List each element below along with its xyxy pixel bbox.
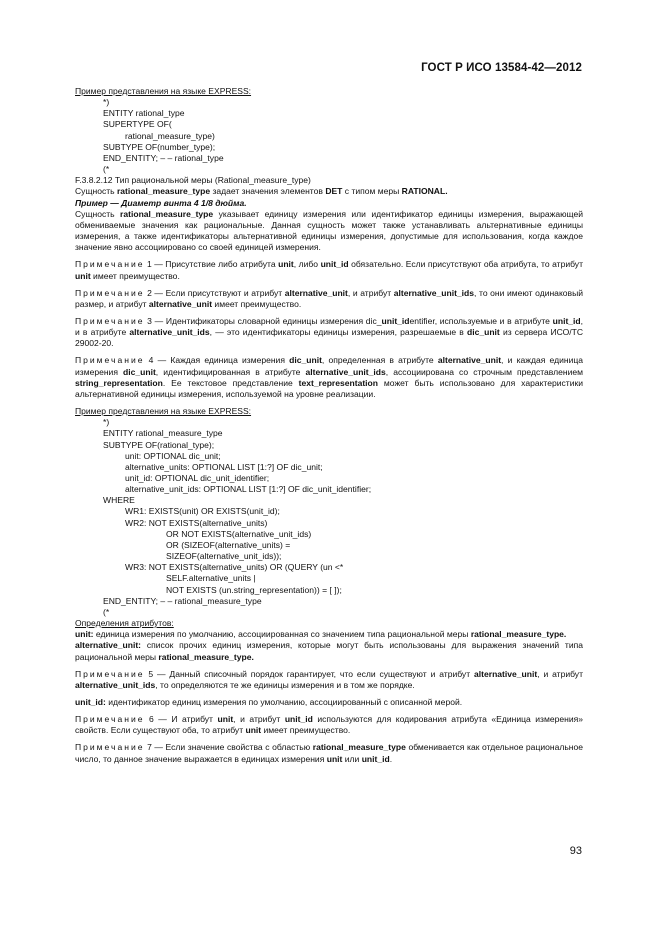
text-run: , то они имеют одинаковый размер, и атрибут [75, 287, 583, 309]
note-4 [75, 355, 583, 400]
bold-term: alternative_unit [437, 355, 502, 366]
definition-unit-id [75, 697, 583, 708]
code-line: END_ENTITY; – – rational_type [103, 152, 224, 163]
code-line: SUPERTYPE OF( [103, 119, 172, 130]
code-line: alternative_unit_ids: OPTIONAL LIST [1:?] OF dic_unit_identifier; [125, 484, 372, 495]
example-line: Пример — Диаметр винта 4 1/8 дюйма. [75, 197, 247, 208]
bold-term: unit [278, 259, 294, 270]
note-label: Примечание [75, 287, 145, 298]
text-run: . [389, 753, 393, 764]
text-run: , и атрибут [537, 668, 583, 679]
example-label: Пример представления на языке EXPRESS: [75, 86, 252, 96]
definitions-label: Определения атрибутов: [75, 618, 174, 629]
text-run: 5 — Данный списочный порядок гарантирует, что если существуют и атрибут [144, 668, 475, 679]
definition-alternative-unit [75, 640, 583, 662]
bold-term: rational_measure_type [120, 208, 214, 219]
code-line: (* [103, 606, 110, 617]
page-number: 93 [569, 845, 582, 857]
note-label: Примечание [75, 668, 145, 679]
bold-term: alternative_unit_ids [129, 327, 210, 338]
text-run: список прочих единиц измерения, которые могут быть использованы для выражения значений типа рациональной меры [75, 640, 583, 662]
code-line: END_ENTITY; – – rational_measure_type [103, 595, 262, 606]
bold-term: string_representation [75, 377, 163, 388]
bold-term: rational_measure_type. [470, 629, 567, 640]
paragraph [75, 209, 583, 254]
code-line: WHERE [103, 495, 135, 506]
bold-term: alternative_unit_ids [305, 366, 386, 377]
text-run: 3 — Идентификаторы словарной единицы измерения dic_ [144, 315, 382, 326]
bold-term: RATIONAL. [401, 186, 448, 197]
text-run: , и атрибут [347, 287, 394, 298]
code-line: OR (SIZEOF(alternative_units) = [166, 539, 291, 550]
bold-term: alternative_unit [284, 287, 348, 298]
example-label-2: Пример представления на языке EXPRESS: [75, 406, 252, 417]
bold-term: alternative_unit_ids [75, 679, 156, 690]
text-run: , и в атрибуте [75, 315, 584, 338]
code-line: unit: OPTIONAL dic_unit; [125, 450, 221, 461]
text-run: , то определяются те же единицы измерения и в том же порядке. [155, 679, 415, 690]
note-label: Примечание [75, 355, 145, 366]
text-run: , ассоциирована со строчным представлением [385, 366, 583, 377]
bold-term: unit_id [381, 315, 410, 326]
bold-term: DET [325, 186, 343, 197]
text-run: entifier, используемые и в атрибуте [409, 315, 553, 326]
express-code-block [75, 97, 583, 175]
page-content [75, 86, 583, 765]
bold-term: alternative_unit: [75, 640, 142, 651]
express-code-block-2 [75, 417, 583, 618]
note-label: Примечание [75, 714, 145, 725]
bold-term: unit: [75, 629, 94, 640]
code-line: WR2: NOT EXISTS(alternative_units) [125, 517, 268, 528]
bold-term: dic_unit [123, 366, 156, 377]
text-run: задает значения элементов [210, 186, 326, 197]
text-run: имеет преимущество. [261, 725, 351, 736]
text-run: из сервера ИСО/ТС 29002-20. [75, 327, 583, 349]
bold-term: alternative_unit_ids [393, 287, 475, 298]
note-5 [75, 669, 583, 691]
bold-term: alternative_unit [474, 668, 538, 679]
text-run: . Ее текстовое представление [162, 377, 299, 388]
code-line: (* [103, 164, 110, 175]
document-header: ГОСТ Р ИСО 13584-42—2012 [421, 62, 582, 74]
bold-term: text_representation [298, 377, 378, 388]
bold-term: dic_unit [289, 355, 322, 366]
code-line: SUBTYPE OF(number_type); [103, 141, 216, 152]
note-3 [75, 316, 583, 349]
text-run: используются для кодирования атрибута «Единица измерения» свойств. Если существуют оба, то атрибут [75, 714, 583, 736]
bold-term: unit [245, 725, 262, 736]
code-line: OR NOT EXISTS(alternative_unit_ids) [166, 528, 312, 539]
section-title: F.3.8.2.12 Тип рациональной меры (Rational_measure_type) [75, 175, 311, 186]
code-line: SUBTYPE OF(rational_type); [103, 439, 215, 450]
bold-term: unit_id [284, 714, 313, 725]
text-run: может быть использовано для характеристики альтернативной единицы измерения, используемой на уровне реализации. [75, 377, 583, 399]
text-run: 4 — Каждая единица измерения [144, 355, 290, 366]
code-line: ENTITY rational_measure_type [103, 428, 223, 439]
code-line: rational_measure_type) [125, 130, 215, 141]
text-run: с типом меры [342, 186, 402, 197]
text-run: 2 — Если присутствуют и атрибут [144, 287, 285, 298]
note-label: Примечание [75, 315, 145, 326]
note-6 [75, 714, 583, 736]
text-run: имеет преимущество. [212, 298, 302, 309]
code-line: SELF.alternative_units | [166, 573, 256, 584]
bold-term: dic_unit [467, 327, 500, 338]
code-line: unit_id: OPTIONAL dic_unit_identifier; [125, 473, 270, 483]
code-line: WR1: EXISTS(unit) OR EXISTS(unit_id); [125, 506, 280, 517]
text-run: единица измерения по умолчанию, ассоциированная со значением типа рациональной меры [93, 629, 471, 640]
code-line: ENTITY rational_type [103, 108, 185, 119]
bold-term: unit [217, 714, 234, 725]
note-2 [75, 288, 583, 310]
code-line: alternative_units: OPTIONAL LIST [1:?] OF dic_unit; [125, 461, 323, 472]
text-run: или [342, 753, 362, 764]
bold-term: rational_measure_type. [158, 651, 254, 662]
text-run: обменивается как отдельное рациональное число, то данное значение выражается в единицах измерения [75, 742, 584, 764]
bold-term: unit [326, 753, 343, 764]
bold-term: unit_id [361, 753, 390, 764]
text-run: Сущность [75, 208, 121, 219]
code-line: WR3: NOT EXISTS(alternative_units) OR (QUERY (un <* [125, 562, 344, 573]
code-line: *) [103, 417, 110, 428]
text-run: Сущность [75, 186, 117, 197]
definition-unit [75, 629, 583, 640]
text-run: , либо [293, 259, 321, 270]
code-line: SIZEOF(alternative_unit_ids)); [166, 551, 282, 562]
code-line: NOT EXISTS (un.string_representation)) = [ ]); [166, 584, 342, 595]
bold-term: unit [75, 270, 91, 281]
note-label: Примечание [75, 742, 145, 753]
text-run: 7 — Если значение свойства с областью [144, 742, 313, 753]
text-run: 1 — Присутствие либо атрибута [144, 259, 279, 270]
note-label: Примечание [75, 259, 145, 270]
text-run: обязательно. Если присутствуют оба атрибута, то атрибут [348, 259, 583, 270]
text-run: указывает единицу измерения или идентификатор единицы измерения, выражающей обмениваемые значения как рациональные. Данная сущность может также устанавливать альтернативные единицы измерения, а также идентификаторы альтернативной единицы измерения, допустимые для использования, когда каждое значение явно ассоциировано со своей единицей измерения. [75, 208, 583, 253]
bold-term: unit_id [552, 315, 581, 326]
text-run: , и каждая единица измерения [75, 355, 583, 377]
bold-term: alternative_unit [148, 298, 213, 309]
bold-term: unit_id [320, 259, 349, 270]
note-1 [75, 259, 583, 281]
note-7 [75, 742, 583, 764]
text-run: имеет преимущество. [90, 270, 180, 281]
bold-term: rational_measure_type [312, 742, 406, 753]
text-run: , — это идентификаторы единицы измерения, разрешаемые в [209, 327, 468, 338]
text-run: , идентифицированная в атрибуте [155, 366, 306, 377]
text-run: , и атрибут [233, 714, 285, 725]
code-line: *) [103, 97, 110, 108]
text-run: 6 — И атрибут [144, 714, 218, 725]
entity-line [75, 186, 583, 197]
text-run: идентификатор единиц измерения по умолчанию, ассоциированный с описанной мерой. [105, 696, 463, 707]
text-run: , определенная в атрибуте [321, 355, 438, 366]
bold-term: unit_id: [75, 696, 106, 707]
bold-term: rational_measure_type [116, 186, 211, 197]
